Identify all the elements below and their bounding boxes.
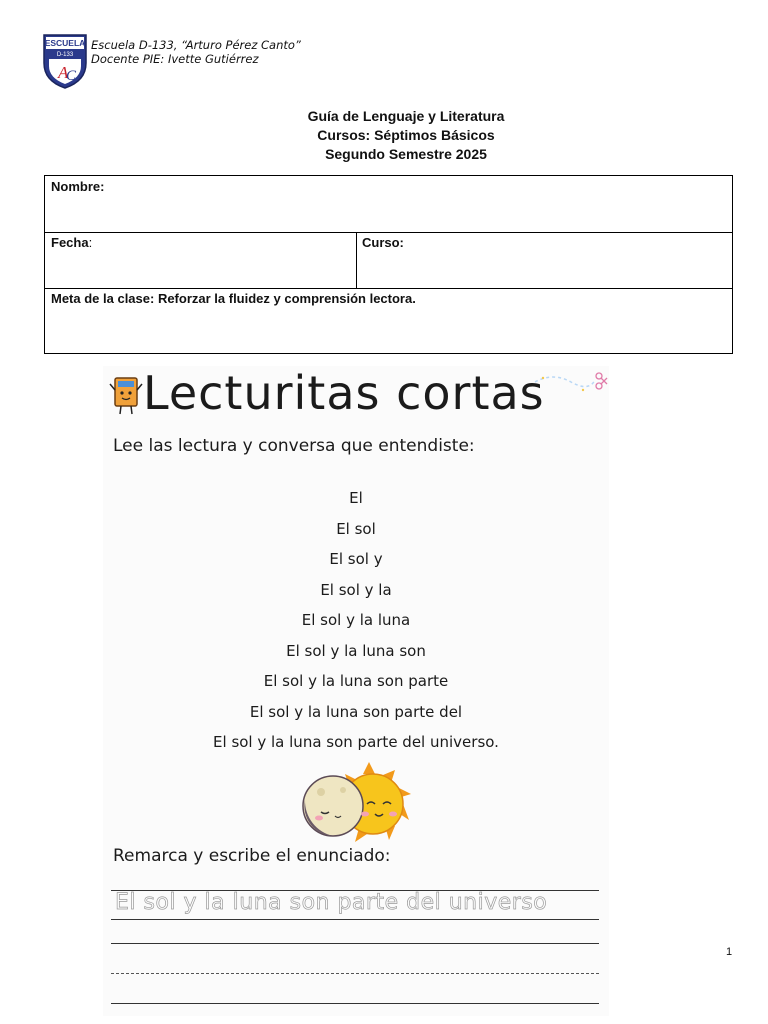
page-number: 1 [726,946,733,958]
svg-text:A: A [58,63,69,82]
school-logo [42,33,88,89]
guide-title: Guía de Lenguaje y Literatura [307,108,505,124]
meta-field [45,288,422,309]
fecha-field[interactable] [45,232,98,253]
tracing-sentence: El sol y la luna son parte del universo [115,890,548,915]
reading-line: El sol y la [320,580,392,599]
reading-line: El sol y la luna son parte del [249,702,463,721]
reading-line: El sol y la luna son [286,641,426,660]
reading-line: El sol y [329,550,383,568]
reading-line: El [349,489,363,507]
reading-line: El sol y la luna [301,611,411,629]
svg-text:C: C [66,68,77,84]
nombre-field[interactable] [45,176,110,197]
sun-and-moon-icon [291,760,419,844]
writing-line[interactable] [111,943,599,944]
nombre-label: Nombre: [51,179,105,194]
svg-text:ESCUELA: ESCUELA [44,38,86,48]
school-header [91,38,301,66]
writing-instruction: Remarca y escribe el enunciado: [113,846,391,866]
svg-text:D-133: D-133 [56,52,74,58]
writing-line[interactable] [111,1003,599,1004]
fecha-label: Fecha [51,235,89,250]
curso-label: Curso: [362,235,404,250]
guide-courses: Cursos: Séptimos Básicos [317,127,495,143]
reading-line: El sol y la luna son parte del universo. [213,733,499,751]
reading-line: El sol y la luna son parte [263,672,449,690]
fecha-colon: : [88,235,93,250]
meta-label: Meta de la clase: Reforzar la fluidez y comprensión lectora. [51,291,416,306]
student-info-table [44,175,733,354]
tracing-line[interactable] [111,890,599,920]
teacher-name: Docente PIE: Ivette Gutiérrez [91,52,259,66]
reading-lines [103,483,609,758]
reading-line: El sol [336,519,376,538]
book-character-icon [109,374,143,416]
guide-semester: Segundo Semestre 2025 [325,146,487,162]
curso-field[interactable] [356,232,410,253]
writing-guide-line [111,973,599,974]
guide-titles [0,107,768,164]
worksheet-title: Lecturitas cortas [143,366,545,420]
reading-worksheet [103,366,609,1016]
school-name: Escuela D-133, “Arturo Pérez Canto” [91,38,301,52]
reading-instruction: Lee las lectura y conversa que entendiste: [113,436,475,456]
